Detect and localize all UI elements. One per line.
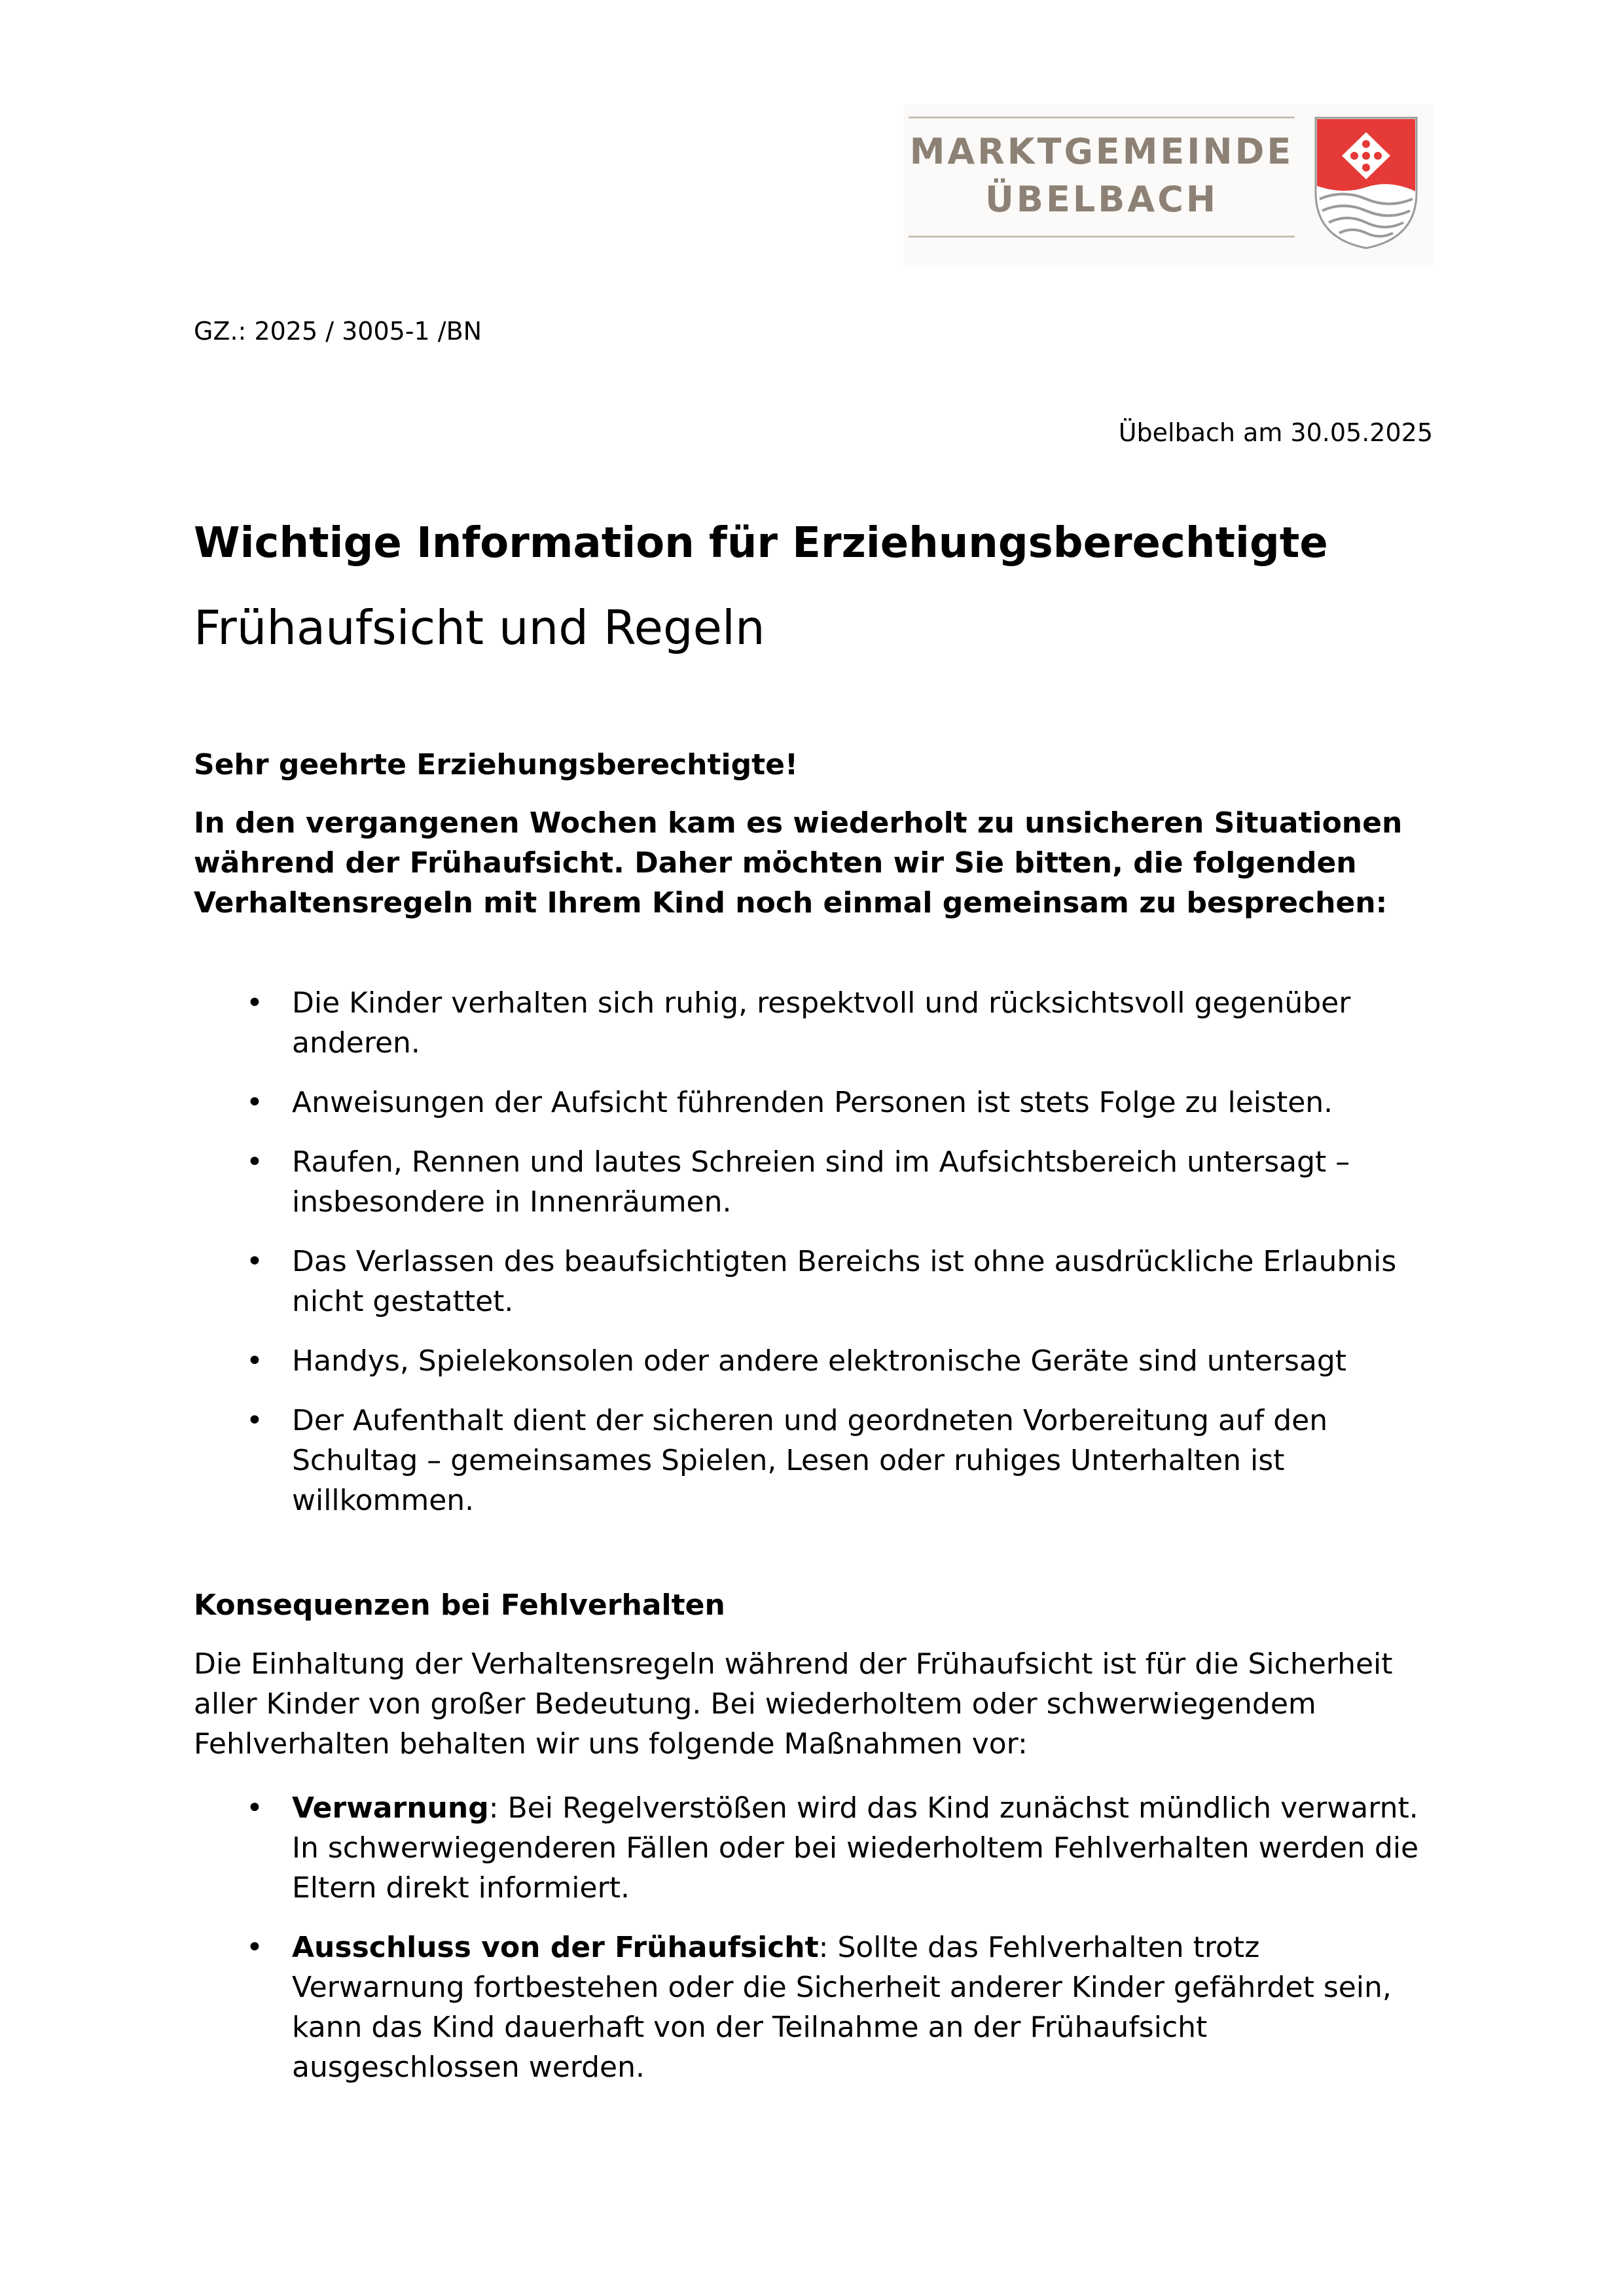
rule-text: Das Verlassen des beaufsichtigten Bereichs ist ohne ausdrückliche Erlaubnis nicht gestattet. — [292, 1245, 1397, 1318]
bullet-icon: • — [246, 1931, 263, 1964]
list-item — [194, 1401, 1437, 1520]
consequences-intro: Die Einhaltung der Verhaltensregeln während der Frühaufsicht ist für die Sicherheit aller Kinder von großer Bedeutung. Bei wiederholtem oder schwerwiegendem Fehlverhalten behalten wir uns folgende Maßnahmen vor: — [194, 1647, 1393, 1761]
bullet-icon: • — [246, 1245, 263, 1278]
logo-text-line2: ÜBELBACH — [984, 179, 1219, 220]
list-item — [194, 1083, 1437, 1122]
rule-text: Raufen, Rennen und lautes Schreien sind im Aufsichtsbereich untersagt – insbesondere in Innenräumen. — [292, 1145, 1350, 1219]
consequences-list — [194, 1788, 1437, 2087]
consequence-text: : Sollte das Fehlverhalten trotz Verwarnung fortbestehen oder die Sicherheit anderer Kinder gefährdet sein, kann das Kind dauerhaft von der Teilnahme an der Frühaufsicht ausgeschlossen werden. — [292, 1931, 1392, 2084]
document-title: Wichtige Information für Erziehungsberechtigte — [194, 519, 1328, 567]
reference-number: GZ.: 2025 / 3005-1 /BN — [194, 317, 482, 346]
list-item — [194, 1142, 1437, 1222]
consequence-text: : Bei Regelverstößen wird das Kind zunächst mündlich verwarnt. In schwerwiegenderen Fällen oder bei wiederholtem Fehlverhalten werden die Eltern direkt informiert. — [292, 1791, 1419, 1905]
rules-list — [194, 983, 1437, 1520]
list-item — [194, 1788, 1437, 1908]
municipality-logo — [903, 105, 1434, 265]
list-item — [194, 1341, 1437, 1381]
bullet-icon: • — [246, 1086, 263, 1119]
logo-text-line1: MARKTGEMEINDE — [909, 131, 1294, 172]
logo-rule-top — [909, 117, 1295, 118]
consequence-term: Verwarnung — [292, 1791, 489, 1825]
bullet-icon: • — [246, 1344, 263, 1378]
coat-of-arms-icon — [1310, 114, 1422, 251]
consequence-term: Ausschluss von der Frühaufsicht — [292, 1931, 819, 1964]
place-and-date: Übelbach am 30.05.2025 — [1118, 418, 1433, 447]
bullet-icon: • — [246, 1404, 263, 1437]
rule-text: Anweisungen der Aufsicht führenden Personen ist stets Folge zu leisten. — [292, 1086, 1333, 1119]
rule-text: Die Kinder verhalten sich ruhig, respektvoll und rücksichtsvoll gegenüber anderen. — [292, 986, 1351, 1060]
list-item — [194, 1928, 1437, 2087]
list-item — [194, 983, 1437, 1063]
intro-paragraph: In den vergangenen Wochen kam es wiederholt zu unsicheren Situationen während der Frühaufsicht. Daher möchten wir Sie bitten, die folgenden Verhaltensregeln mit Ihrem Kind noch einmal gemeinsam zu besprechen: — [194, 806, 1403, 920]
list-item — [194, 1242, 1437, 1321]
rule-text: Handys, Spielekonsolen oder andere elektronische Geräte sind untersagt — [292, 1344, 1347, 1378]
bullet-icon: • — [246, 1791, 263, 1825]
consequences-heading: Konsequenzen bei Fehlverhalten — [194, 1588, 725, 1622]
document-subtitle: Frühaufsicht und Regeln — [194, 600, 765, 655]
rule-text: Der Aufenthalt dient der sicheren und geordneten Vorbereitung auf den Schultag – gemeinsames Spielen, Lesen oder ruhiges Unterhalten ist willkommen. — [292, 1404, 1328, 1517]
salutation: Sehr geehrte Erziehungsberechtigte! — [194, 748, 799, 781]
bullet-icon: • — [246, 986, 263, 1020]
bullet-icon: • — [246, 1145, 263, 1179]
logo-rule-bottom — [909, 236, 1295, 238]
